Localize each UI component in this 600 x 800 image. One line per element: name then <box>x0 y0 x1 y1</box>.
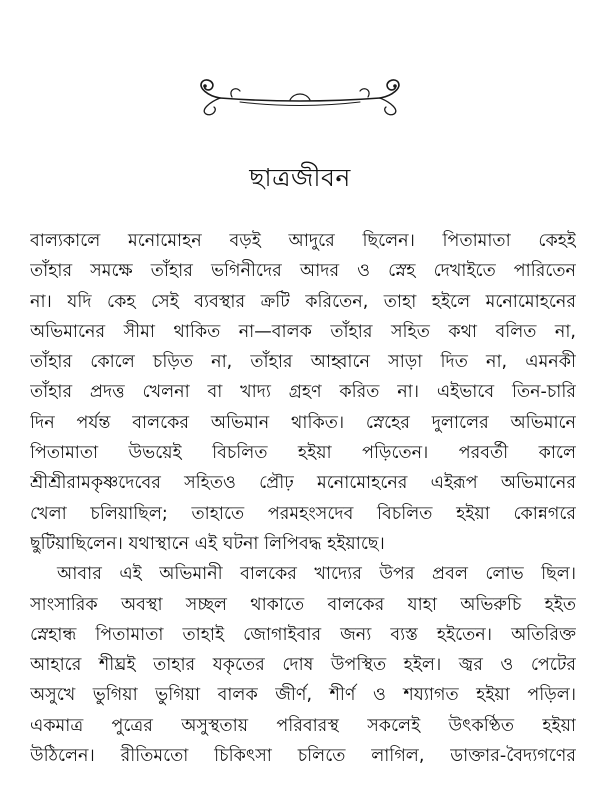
text-line: আহারে শীঘ্রই তাহার যকৃতের দোষ উপস্থিত হইল। জ্বর ও পেটের <box>30 655 576 676</box>
text-line: খেলা চলিয়াছিল; তাহাতে পরমহংসদেব বিচলিত হইয়া কোন্নগরে <box>30 503 576 524</box>
text-line: একমাত্র পুত্রের অসুস্থতায় পরিবারস্থ সকলেই উৎকণ্ঠিত হইয়া <box>30 715 576 736</box>
decorative-flourish-icon <box>190 78 410 118</box>
text-line: তাঁহার সমক্ষে তাঁহার ভগিনীদের আদর ও স্নেহ দেখাইতে পারিতেন <box>30 261 576 282</box>
body-text <box>30 226 576 771</box>
chapter-title: ছাত্রজীবন <box>249 163 351 192</box>
text-line: সাংসারিক অবস্থা সচ্ছল থাকাতে বালকের যাহা অভিরুচি হইত <box>30 594 576 615</box>
text-line: উঠিলেন। রীতিমতো চিকিৎসা চলিতে লাগিল, ডাক্তার-বৈদ্যগণের <box>30 746 576 767</box>
text-line: শ্রীশ্রীরামকৃষ্ণদেবের সহিতও প্রৌঢ় মনোমোহনের এইরূপ অভিমানের <box>30 473 576 494</box>
text-line: স্নেহান্ধ পিতামাতা তাহাই জোগাইবার জন্য ব্যস্ত হইতেন। অতিরিক্ত <box>30 624 576 645</box>
text-line: অভিমানের সীমা থাকিত না—বালক তাঁহার সহিত কথা বলিত না, <box>30 321 576 342</box>
text-line: পিতামাতা উভয়েই বিচলিত হইয়া পড়িতেন। পরবর্তী কালে <box>30 443 576 464</box>
text-line: আবার এই অভিমানী বালকের খাদ্যের উপর প্রবল লোভ ছিল। <box>57 564 576 585</box>
text-line: বাল্যকালে মনোমোহন বড়ই আদুরে ছিলেন। পিতামাতা কেহই <box>30 231 576 251</box>
text-line: না। যদি কেহ সেই ব্যবস্থার ক্রটি করিতেন, তাহা হইলে মনোমোহনের <box>30 291 576 312</box>
text-line: তাঁহার প্রদত্ত খেলনা বা খাদ্য গ্রহণ করিত না। এইভাবে তিন-চারি <box>30 382 576 403</box>
text-line: তাঁহার কোলে চড়িত না, তাঁহার আহ্বানে সাড়া দিত না, এমনকী <box>30 352 576 373</box>
text-line: ছুটিয়াছিলেন। যথাস্থানে এই ঘটনা লিপিবদ্ধ হইয়াছে। <box>30 533 385 554</box>
text-line: অসুখে ভুগিয়া ভুগিয়া বালক জীর্ণ, শীর্ণ ও শয্যাগত হইয়া পড়িল। <box>30 685 576 706</box>
text-line: দিন পর্যন্ত বালকের অভিমান থাকিত। স্নেহের দুলালের অভিমানে <box>30 412 576 433</box>
